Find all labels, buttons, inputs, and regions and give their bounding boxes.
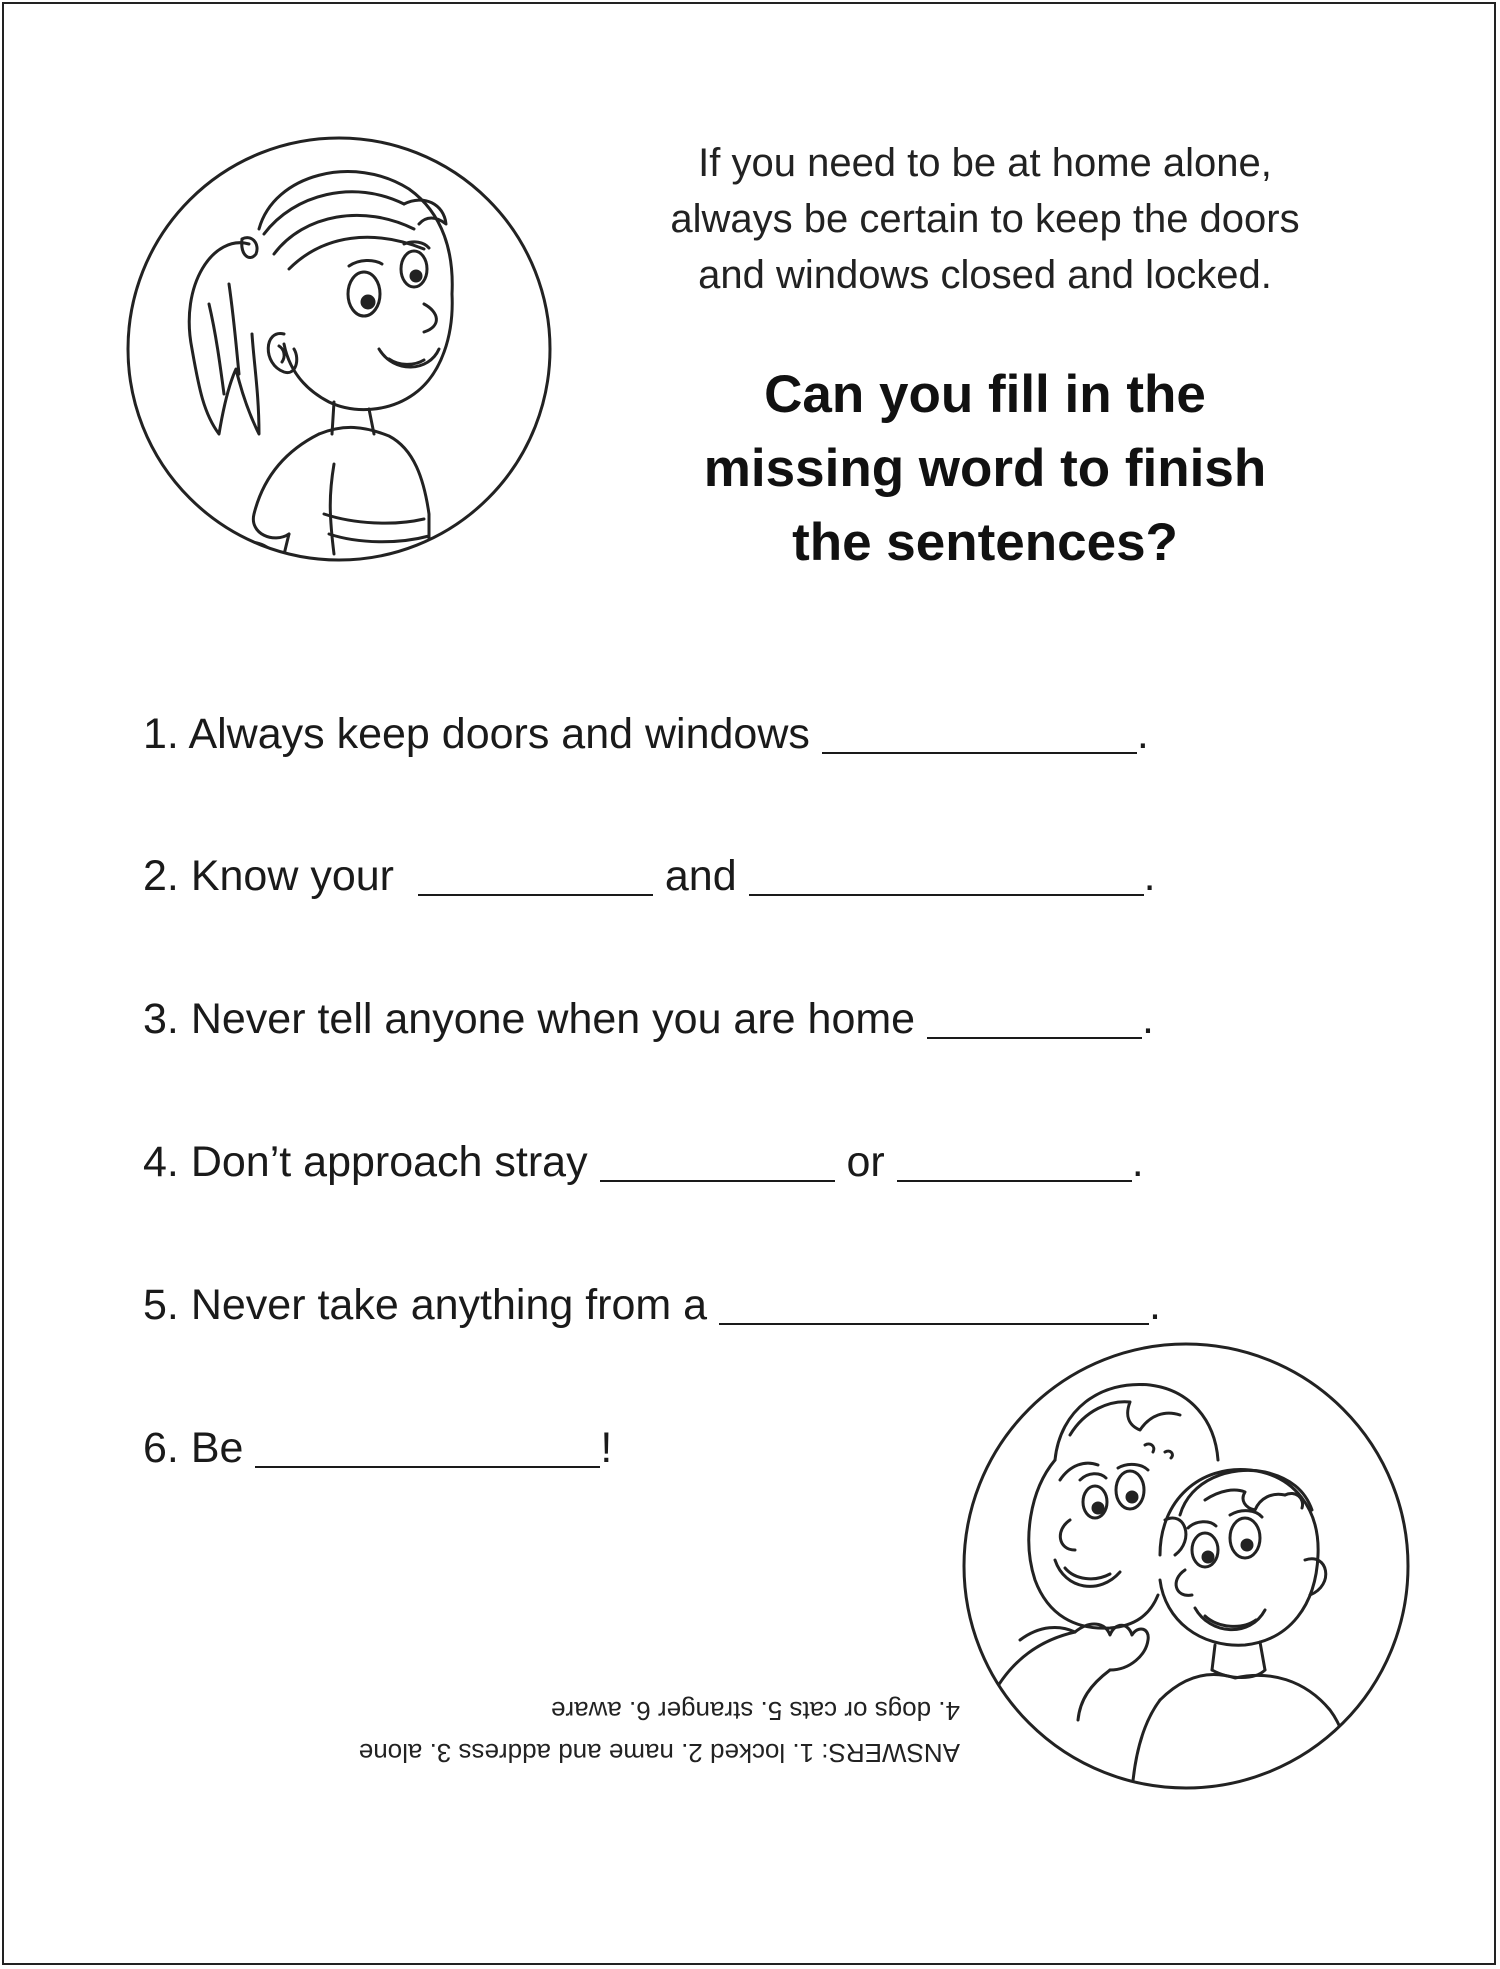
sentence-end: . [1142, 995, 1154, 1043]
sentence-6 [143, 1422, 612, 1474]
sentence-text: Don’t approach stray [190, 1138, 588, 1186]
sentence-end: . [1131, 1138, 1144, 1186]
sentence-4 [143, 1136, 1144, 1188]
answers-line-1: ANSWERS: 1. locked 2. name and address 3. alone [358, 1738, 960, 1768]
sentence-text: Never tell anyone when you are home [190, 995, 916, 1043]
sentence-number: 6. [143, 1424, 179, 1472]
sentence-text: Never take anything from a [190, 1281, 708, 1329]
sentence-end: . [1149, 1281, 1161, 1329]
intro-text [590, 135, 1380, 303]
answer-blank[interactable] [418, 854, 653, 896]
answer-blank[interactable] [897, 1140, 1132, 1182]
sentence-mid: and [664, 852, 737, 900]
question-heading [590, 358, 1380, 580]
question-line: the sentences? [792, 513, 1178, 572]
answer-blank[interactable] [600, 1140, 835, 1182]
question-line: Can you fill in the [764, 365, 1206, 424]
sentence-number: 3. [143, 995, 179, 1043]
sentence-end: . [1143, 852, 1156, 900]
sentence-text: Be [190, 1424, 244, 1472]
intro-line: always be certain to keep the doors [670, 197, 1300, 241]
answer-blank[interactable] [822, 712, 1137, 754]
sentence-3 [143, 993, 1154, 1045]
answer-blank[interactable] [749, 854, 1144, 896]
answers-line-2: 4. dogs or cats 5. stranger 6. aware [551, 1696, 960, 1726]
sentence-text: Always keep doors and windows [188, 710, 810, 758]
sentence-number: 1. [143, 710, 179, 758]
answer-blank[interactable] [255, 1426, 600, 1468]
answers-upside-down [180, 1690, 960, 1774]
intro-line: and windows closed and locked. [698, 253, 1272, 297]
answer-blank[interactable] [719, 1283, 1149, 1325]
sentence-2 [143, 850, 1156, 902]
sentence-end: . [1136, 710, 1149, 758]
sentence-number: 5. [143, 1281, 179, 1329]
sentence-text: Know your [190, 852, 394, 900]
sentence-mid: or [846, 1138, 885, 1186]
question-line: missing word to finish [703, 439, 1267, 498]
sentence-end: ! [600, 1424, 613, 1472]
sentence-1 [143, 708, 1149, 760]
sentence-number: 4. [143, 1138, 179, 1186]
sentence-5 [143, 1279, 1161, 1331]
boys-illustration [960, 1340, 1412, 1792]
sentence-number: 2. [143, 852, 179, 900]
girl-illustration [124, 134, 554, 564]
intro-line: If you need to be at home alone, [698, 141, 1272, 185]
answer-blank[interactable] [927, 997, 1142, 1039]
